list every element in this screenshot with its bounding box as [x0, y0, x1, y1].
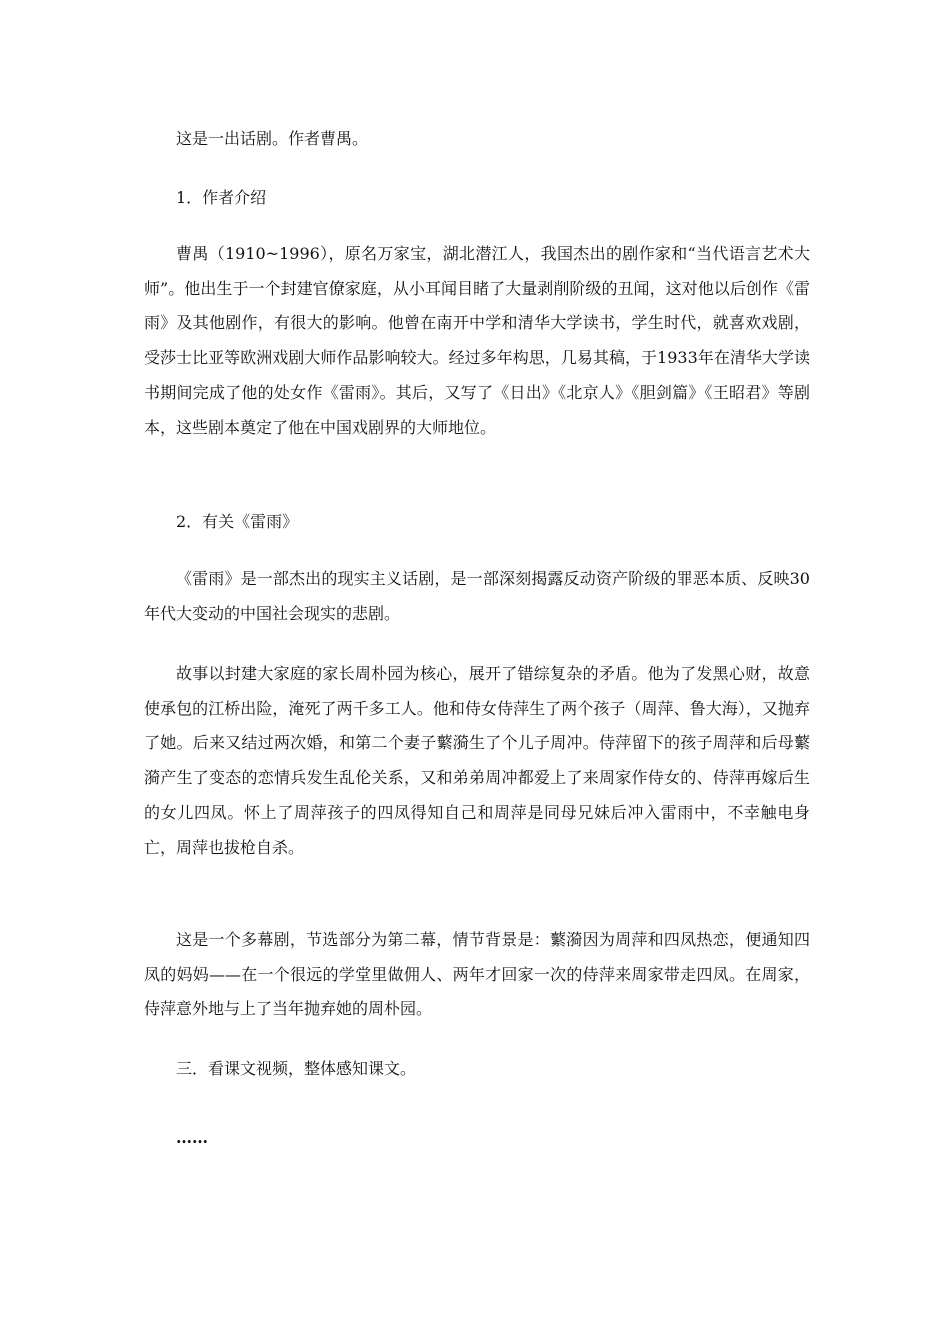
leiyu-heading: 2．有关《雷雨》 [176, 512, 299, 531]
scene-background-paragraph: 这是一个多幕剧，节选部分为第二幕，情节背景是：蘩漪因为周萍和四凤热恋，便通知四凤的妈妈——在一个很远的学堂里做佣人、两年才回家一次的侍萍来周家带走四凤。在周家，侍萍意外地与上了当年抛弃她的周朴园。 [144, 930, 810, 1019]
story-paragraph: 故事以封建大家庭的家长周朴园为核心，展开了错综复杂的矛盾。他为了发黑心财，故意使承包的江桥出险，淹死了两千多工人。他和侍女侍萍生了两个孩子（周萍、鲁大海），又抛弃了她。后来又结过两次婚，和第二个妻子蘩漪生了个儿子周冲。侍萍留下的孩子周萍和后母蘩漪产生了变态的恋情兵发生乱伦关系，又和弟弟周冲都爱上了来周家作侍女的、侍萍再嫁后生的女儿四凤。怀上了周萍孩子的四凤得知自己和周萍是同母兄妹后冲入雷雨中，不幸触电身亡，周萍也拔枪自杀。 [144, 664, 810, 857]
leiyu-summary-paragraph: 《雷雨》是一部杰出的现实主义话剧，是一部深刻揭露反动资产阶级的罪恶本质、反映30年代大变动的中国社会现实的悲剧。 [144, 569, 810, 623]
author-intro-heading: 1．作者介绍 [176, 188, 267, 207]
author-bio-paragraph: 曹禺（1910~1996），原名万家宝，湖北潜江人，我国杰出的剧作家和“当代语言艺术大师”。他出生于一个封建官僚家庭，从小耳闻目睹了大量剥削阶级的丑闻，这对他以后创作《雷雨》及其他剧作，有很大的影响。他曾在南开中学和清华大学读书，学生时代，就喜欢戏剧，受莎士比亚等欧洲戏剧大师作品影响较大。经过多年构思，几易其稿，于1933年在清华大学读书期间完成了他的处女作《雷雨》。其后，又写了《日出》《北京人》《胆剑篇》《王昭君》等剧本，这些剧本奠定了他在中国戏剧界的大师地位。 [144, 244, 810, 437]
video-section-heading: 三．看课文视频，整体感知课文。 [176, 1059, 417, 1078]
ellipsis-text: …… [176, 1128, 208, 1147]
intro-paragraph: 这是一出话剧。作者曹禺。 [176, 129, 369, 148]
